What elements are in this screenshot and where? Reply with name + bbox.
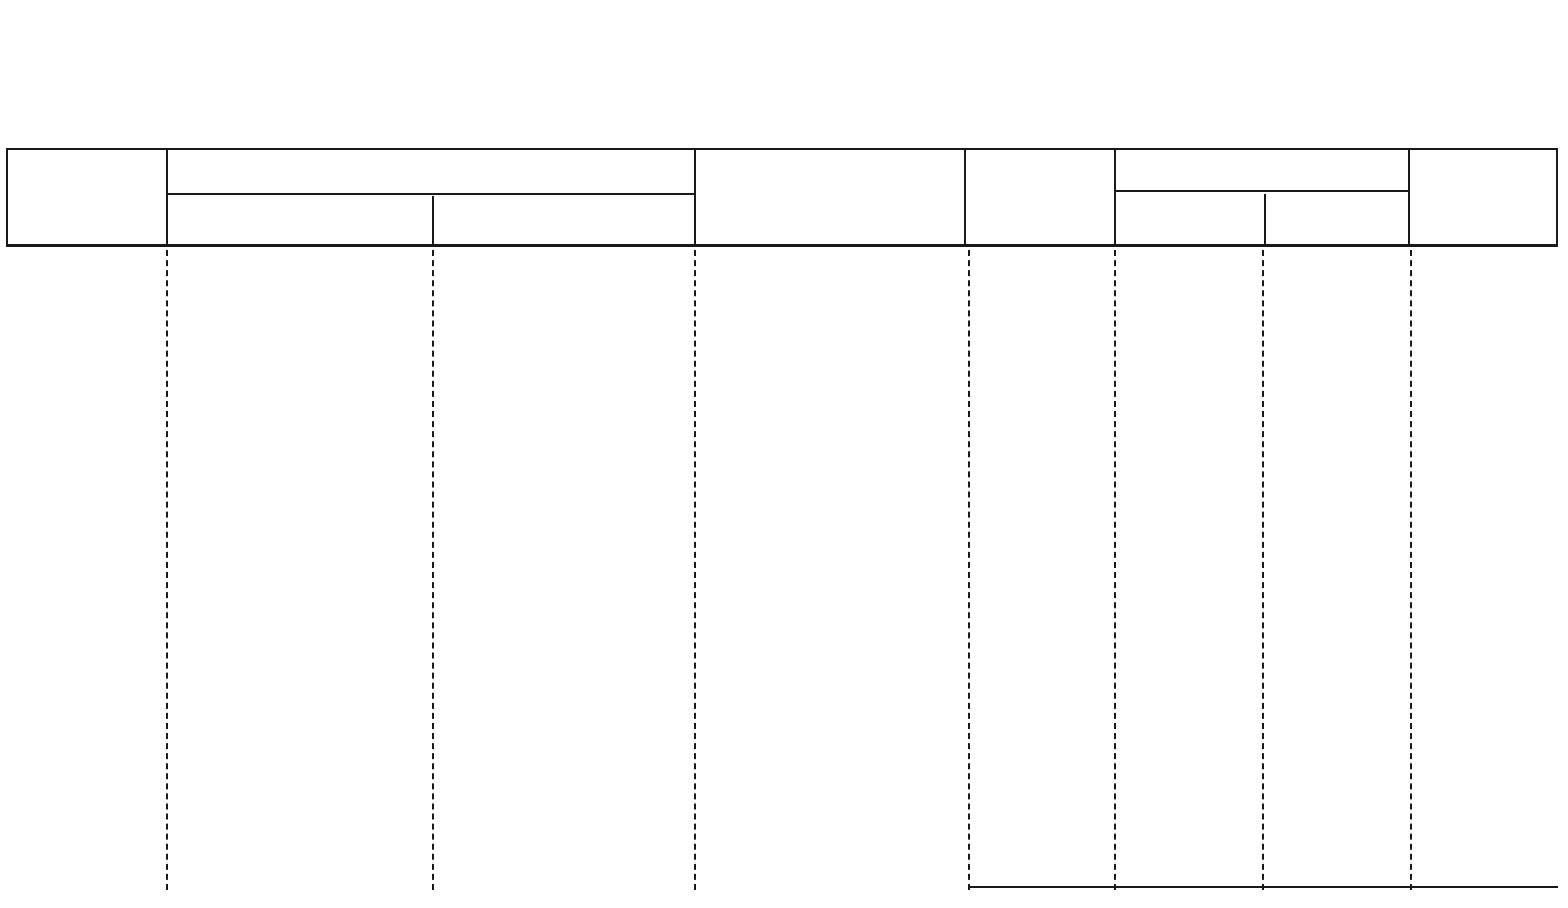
col-rule-2 <box>432 196 434 246</box>
col-rule-7 <box>1408 148 1410 246</box>
table-right-rule <box>1556 148 1558 246</box>
col-rule-3-body <box>694 250 696 890</box>
col-rule-7-body <box>1410 250 1412 890</box>
col-rule-4 <box>964 148 966 246</box>
col-rule-5 <box>1114 148 1116 246</box>
names-sub-rule <box>166 193 694 195</box>
col-rule-1-body <box>166 250 168 890</box>
col-rule-4-body <box>968 250 970 890</box>
col-rule-3 <box>694 148 696 246</box>
table-left-rule <box>6 148 8 246</box>
header-bottom-rule <box>6 244 1558 247</box>
rateable-sub-rule <box>1114 190 1408 192</box>
col-rule-6 <box>1264 194 1266 246</box>
col-rule-2-body <box>432 250 434 890</box>
total-row-rule <box>970 886 1558 888</box>
col-rule-1 <box>166 148 168 246</box>
col-rule-6-body <box>1262 250 1264 890</box>
col-rule-5-body <box>1114 250 1116 890</box>
table-top-rule <box>6 148 1558 150</box>
